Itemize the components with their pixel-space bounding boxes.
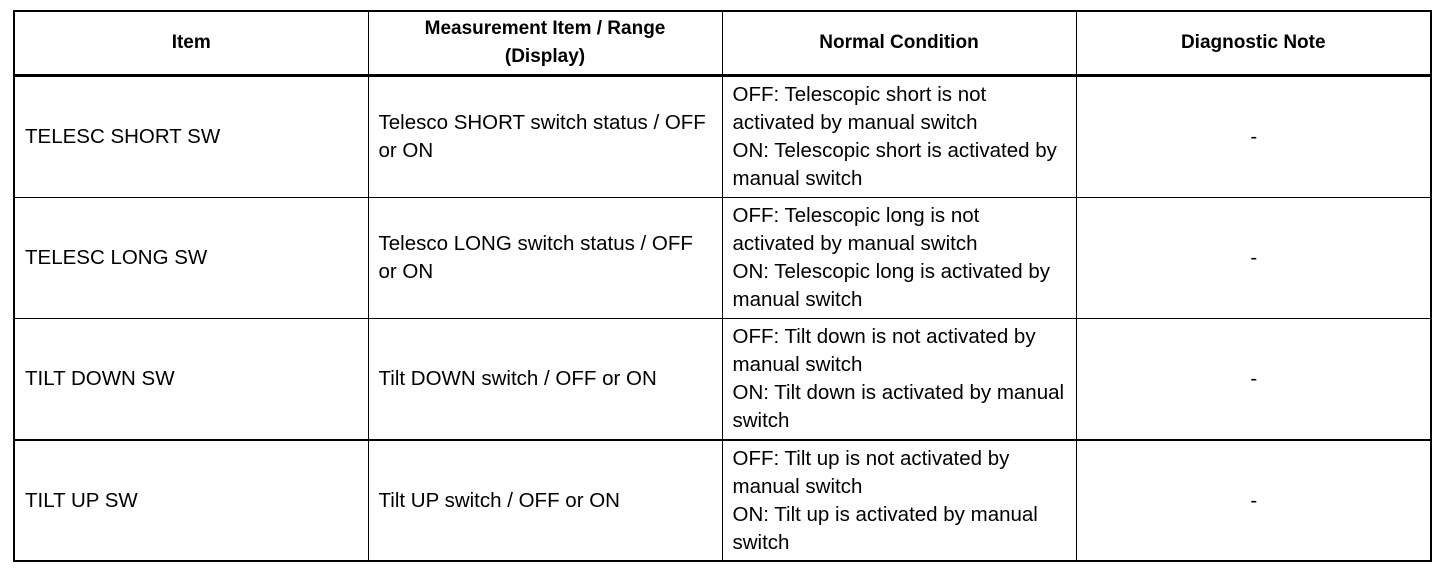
normal-condition-cell bbox=[722, 76, 1076, 198]
condition-on-text: ON: Telescopic short is activated by manual switch bbox=[732, 139, 1057, 190]
header-item: Item bbox=[14, 11, 368, 76]
item-cell: TILT UP SW bbox=[14, 440, 368, 561]
header-measurement-line1: Measurement Item / Range bbox=[424, 18, 666, 39]
diagnostic-note-cell: - bbox=[1076, 319, 1431, 441]
table-row bbox=[14, 198, 1431, 319]
condition-off-text: OFF: Telescopic short is not activated by manual switch bbox=[732, 83, 987, 134]
normal-condition-cell bbox=[722, 319, 1076, 441]
measurement-cell: Tilt UP switch / OFF or ON bbox=[368, 440, 722, 561]
condition-on-text: ON: Tilt down is activated by manual switch bbox=[732, 381, 1065, 432]
header-measurement-item bbox=[368, 11, 722, 76]
condition-off-text: OFF: Tilt up is not activated by manual switch bbox=[732, 446, 1010, 498]
measurement-cell: Telesco SHORT switch status / OFF or ON bbox=[368, 76, 722, 198]
measurement-cell: Telesco LONG switch status / OFF or ON bbox=[368, 198, 722, 319]
item-cell: TELESC SHORT SW bbox=[14, 76, 368, 198]
condition-off-text: OFF: Tilt down is not activated by manual switch bbox=[732, 325, 1036, 376]
normal-condition-cell bbox=[722, 440, 1076, 561]
measurement-cell: Tilt DOWN switch / OFF or ON bbox=[368, 319, 722, 441]
header-measurement-line2: (Display) bbox=[504, 46, 586, 67]
header-diagnostic-note: Diagnostic Note bbox=[1076, 11, 1431, 76]
condition-off-text: OFF: Telescopic long is not activated by manual switch bbox=[732, 204, 980, 255]
item-cell: TILT DOWN SW bbox=[14, 319, 368, 441]
diagnostic-note-cell: - bbox=[1076, 198, 1431, 319]
condition-on-text: ON: Telescopic long is activated by manual switch bbox=[732, 260, 1051, 311]
data-monitor-table-container bbox=[13, 10, 1430, 562]
diagnostic-note-cell: - bbox=[1076, 76, 1431, 198]
item-cell: TELESC LONG SW bbox=[14, 198, 368, 319]
normal-condition-cell bbox=[722, 198, 1076, 319]
table-row bbox=[14, 319, 1431, 441]
condition-on-text: ON: Tilt up is activated by manual switch bbox=[732, 502, 1038, 554]
table-row bbox=[14, 76, 1431, 198]
table-row bbox=[14, 440, 1431, 561]
header-normal-condition: Normal Condition bbox=[722, 11, 1076, 76]
diagnostic-note-cell: - bbox=[1076, 440, 1431, 561]
header-row bbox=[14, 11, 1431, 76]
data-monitor-table bbox=[13, 10, 1432, 562]
